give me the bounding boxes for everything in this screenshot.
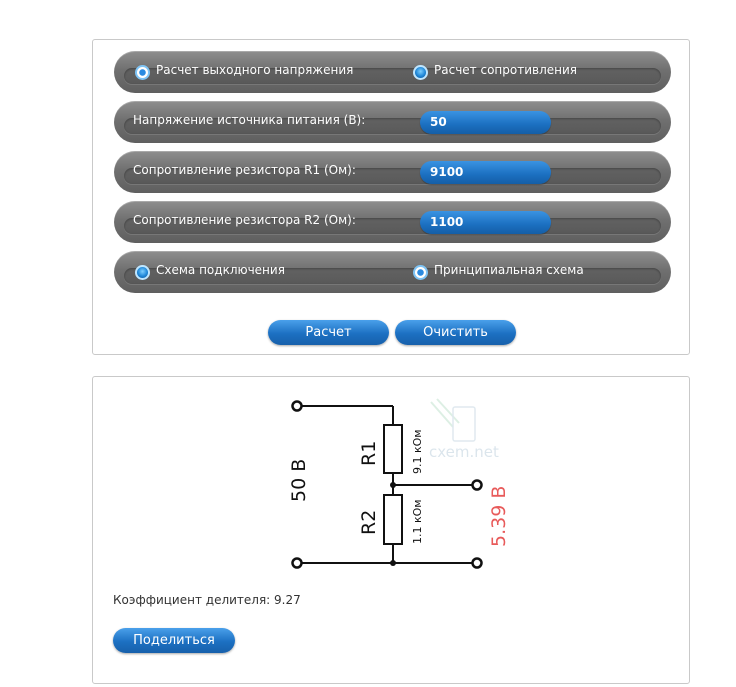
resistor-r1 [384,425,402,473]
watermark [429,399,499,461]
output-terminal-top [473,481,482,490]
r2-label: Сопротивление резистора R2 (Ом): [133,213,356,227]
input-terminal-top [293,402,302,411]
r2-value-label: 1.1 кОм [411,499,424,544]
divider-schematic [93,377,689,577]
r1-row [114,151,671,193]
radio-schematic-label[interactable]: Принципиальная схема [434,263,584,277]
calculate-button[interactable]: Расчет [268,320,389,345]
divider-ratio-text: Коэффициент делителя: 9.27 [113,593,301,607]
r1-name-label: R1 [358,440,380,466]
watermark-icon [431,399,459,427]
r2-row [114,201,671,243]
input-terminal-bottom [293,559,302,568]
clear-button[interactable]: Очистить [395,320,516,345]
radio-schematic[interactable] [413,265,428,280]
view-row [114,251,671,293]
supply-voltage-row [114,101,671,143]
r2-input[interactable]: 1100 [420,211,551,234]
r1-input[interactable]: 9100 [420,161,551,184]
result-panel [92,376,690,684]
junction-dot [390,560,396,566]
input-voltage-label: 50 В [288,458,310,502]
output-terminal-bottom [473,559,482,568]
radio-output-voltage-label[interactable]: Расчет выходного напряжения [156,63,354,77]
junction-dot [390,482,396,488]
share-button[interactable]: Поделиться [113,628,235,653]
watermark-board-icon [453,407,475,441]
supply-voltage-input[interactable]: 50 [420,111,551,134]
radio-resistance-label[interactable]: Расчет сопротивления [434,63,577,77]
radio-output-voltage[interactable] [135,65,150,80]
resistor-r2 [384,495,402,544]
r1-label: Сопротивление резистора R1 (Ом): [133,163,356,177]
mode-row [114,51,671,93]
radio-connection-diagram[interactable] [135,265,150,280]
output-voltage-label: 5.39 В [488,485,510,547]
r1-value-label: 9.1 кОм [411,429,424,474]
watermark-text: cxem.net [429,443,499,461]
supply-voltage-label: Напряжение источника питания (В): [133,113,366,127]
radio-connection-diagram-label[interactable]: Схема подключения [156,263,285,277]
r2-name-label: R2 [358,509,380,535]
calculator-form-panel [92,39,690,355]
radio-resistance[interactable] [413,65,428,80]
